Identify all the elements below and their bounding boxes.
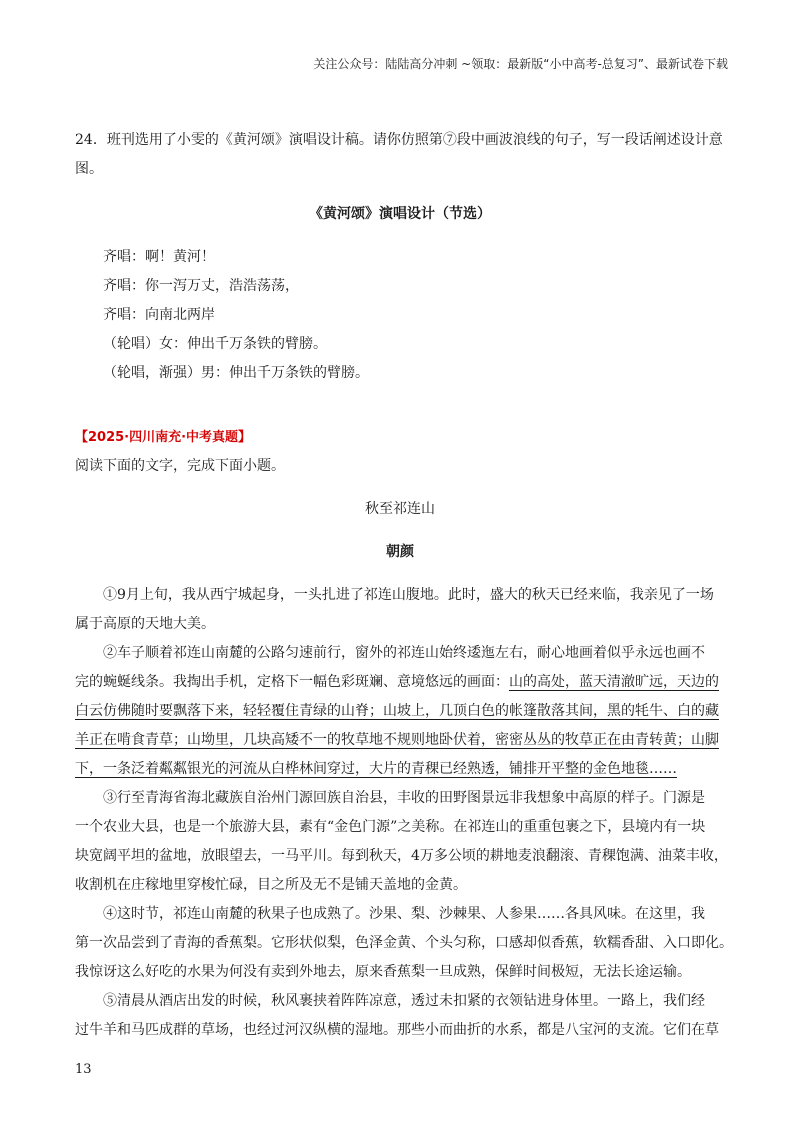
page-header: 关注公众号：陆陆高分冲刺 ~领取：最新版“小中高考-总复习”、最新试卷下载 [313,57,728,71]
plain-text: 完的蜿蜒线条。我掏出手机，定格下一幅色彩斑斓、意境悠远的画面： [75,674,509,690]
underlined-text: 山的高处，蓝天清澈旷远，天边的 [509,674,719,690]
paragraph-line: 过牛羊和马匹成群的草场，也经过河汉纵横的湿地。那些小而曲折的水系，都是八宝河的支流。它们在草 [75,1022,719,1038]
underlined-text: 白云仿佛随时要飘落下来，轻轻覆住青绿的山脊；山坡上，几顶白色的帐篷散落其间，黑的牦牛、白的藏 [75,703,719,719]
paragraph-4 [75,900,733,987]
design-excerpt [75,186,725,388]
paragraph-line: ①9月上旬，我从西宁城起身，一头扎进了祁连山腹地。此时，盛大的秋天已经来临，我亲见了一场 [103,587,714,603]
design-line: （轮唱，渐强）男：伸出千万条铁的臂膀。 [103,365,369,381]
paragraph-line: 一个农业大县，也是一个旅游大县，素有“金色门源”之美称。在祁连山的重重包裹之下，县境内有一块 [75,819,706,835]
paragraph-2 [75,639,725,784]
source-tag: 【2025·四川南充·中考真题】 [75,430,252,445]
question-line: 图。 [75,161,103,177]
design-line: （轮唱）女：伸出千万条铁的臂膀。 [103,336,327,352]
instruction: 阅读下面的文字，完成下面小题。 [75,458,285,474]
underlined-text: 羊正在啃食青草；山坳里，几块高矮不一的牧草地不规则地卧伏着，密密丛丛的牧草正在由青转黄；山脚 [75,732,719,748]
page-number: 13 [75,1062,92,1077]
design-line: 齐唱：向南北两岸 [103,307,215,323]
reading-section-header [75,423,725,481]
article-title: 秋至祁连山 [365,501,435,517]
paragraph-1 [75,581,725,639]
paragraph-3 [75,784,728,900]
question-line: 24．班刊选用了小雯的《黄河颂》演唱设计稿。请你仿照第⑦段中画波浪线的句子，写一段话阐述设计意 [75,132,723,148]
article [75,481,733,1045]
paragraph-line: 第一次品尝到了青海的香蕉梨。它形状似梨，色泽金黄、个头匀称，口感却似香蕉，软糯香甜、入口即化。 [75,935,733,951]
article-author: 朝颜 [386,544,414,560]
paragraph-line [75,668,725,697]
paragraph-line: 属于高原的天地大美。 [75,616,215,632]
design-line: 齐唱：啊！黄河！ [103,249,215,265]
paragraph-line: ②车子顺着祁连山南麓的公路匀速前行，窗外的祁连山始终逶迤左右，耐心地画着似乎永远也画不 [103,645,705,661]
paragraph-line: ⑤清晨从酒店出发的时候，秋风裹挟着阵阵凉意，透过未扣紧的衣领钻进身体里。一路上，我们经 [103,993,705,1009]
paragraph-line: 我惊讶这么好吃的水果为何没有卖到外地去，原来香蕉梨一旦成熟，保鲜时间极短，无法长途运输。 [75,964,691,980]
paragraph-line: ③行至青海省海北藏族自治州门源回族自治县，丰收的田野图景远非我想象中高原的样子。门源是 [103,790,705,806]
question-24 [75,126,725,184]
design-title: 《黄河颂》演唱设计（节选） [309,206,491,222]
paragraph-5 [75,987,725,1045]
design-line: 齐唱：你一泻万丈，浩浩荡荡， [103,278,299,294]
paragraph-line: 块宽阔平坦的盆地，放眼望去，一马平川。每到秋天，4万多公顷的耕地麦浪翻滚、青稞饱满、油菜丰收， [75,848,728,864]
paragraph-line: 收割机在庄稼地里穿梭忙碌，目之所及无不是铺天盖地的金黄。 [75,877,467,893]
underlined-text: 下，一条泛着粼粼银光的河流从白桦林间穿过，大片的青稞已经熟透，铺排开平整的金色地毯…… [75,761,677,777]
paragraph-line: ④这时节，祁连山南麓的秋果子也成熟了。沙果、梨、沙棘果、人参果……各具风味。在这里，我 [103,906,705,922]
